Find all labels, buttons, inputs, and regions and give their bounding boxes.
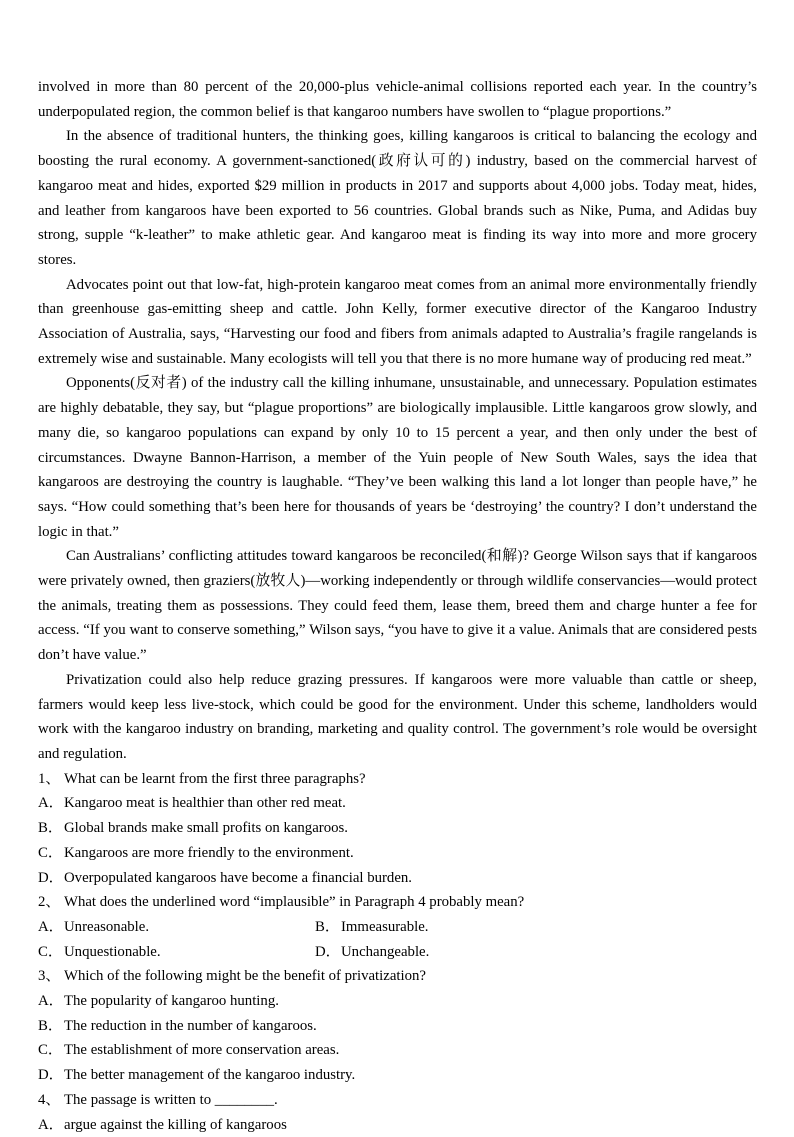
- question-2-option-d: [315, 940, 429, 965]
- option-text: Unchangeable.: [341, 943, 430, 960]
- option-text: The reduction in the number of kangaroos.: [64, 1017, 317, 1034]
- question-2-text: What does the underlined word “implausible” in Paragraph 4 probably mean?: [64, 894, 525, 911]
- option-letter: D．: [38, 1067, 64, 1084]
- passage-paragraph-6: Privatization could also help reduce grazing pressures. If kangaroos were more valuable than cattle or sheep, farmers would keep less live-stock, which could be good for the environment. Under this scheme, landholders would work with the kangaroo industry on branding, marketing and quality control. The government’s role would be oversight and regulation.: [38, 671, 757, 762]
- question-4-number: 4、: [38, 1091, 61, 1108]
- question-2-stem: [38, 890, 757, 915]
- question-2-number: 2、: [38, 894, 61, 911]
- option-letter: A．: [38, 1116, 64, 1133]
- option-text: Immeasurable.: [341, 918, 429, 935]
- passage-paragraph-1: involved in more than 80 percent of the 20,000-plus vehicle-animal collisions reported each year. In the country’s underpopulated region, the common belief is that kangaroo numbers have swollen to “plague proportions.”: [38, 79, 757, 120]
- question-4-text: The passage is written to ________.: [64, 1091, 278, 1108]
- option-text: Global brands make small profits on kangaroos.: [64, 820, 348, 837]
- question-3-option-c: [38, 1038, 757, 1063]
- question-3-number: 3、: [38, 968, 61, 985]
- question-1-text: What can be learnt from the first three paragraphs?: [64, 770, 366, 787]
- question-1-stem: [38, 767, 757, 792]
- question-3-stem: [38, 964, 757, 989]
- option-letter: A．: [38, 918, 64, 935]
- question-2-option-c: [38, 940, 315, 965]
- option-letter: B．: [38, 820, 63, 837]
- passage-paragraph-5: Can Australians’ conflicting attitudes toward kangaroos be reconciled(和解)? George Wilson says that if kangaroos were privately owned, then graziers(放牧人)—working independently or through wildlife conservancies—would protect the animals, treating them as possessions. They could feed them, lease them, breed them and charge hunter a fee for access. “If you want to conserve something,” Wilson says, “you have to give it a value. Animals that are considered pests don’t have value.”: [38, 548, 757, 664]
- option-letter: D．: [38, 869, 64, 886]
- question-3-text: Which of the following might be the benefit of privatization?: [64, 968, 427, 985]
- question-1-option-c: [38, 841, 757, 866]
- option-letter: D．: [315, 943, 341, 960]
- passage-paragraph-2: In the absence of traditional hunters, the thinking goes, killing kangaroos is critical to balancing the ecology and boosting the rural economy. A government-sanctioned(政府认可的) industry, based on the commercial harvest of kangaroo meat and hides, exported $29 million in products in 2017 and supports about 4,000 jobs. Today meat, hides, and leather from kangaroos have been exported to 56 countries. Global brands such as Nike, Puma, and Adidas buy strong, supple “k-leather” to make athletic gear. And kangaroo meat is finding its way into more and more grocery stores.: [38, 128, 757, 268]
- option-letter: C．: [38, 943, 63, 960]
- question-3-option-a: [38, 989, 757, 1014]
- option-text: Kangaroos are more friendly to the environment.: [64, 844, 354, 861]
- question-3-option-d: [38, 1063, 757, 1088]
- option-letter: A．: [38, 795, 64, 812]
- reading-passage: [38, 75, 757, 767]
- question-1-option-d: [38, 866, 757, 891]
- passage-paragraph-4: Opponents(反对者) of the industry call the killing inhumane, unsustainable, and unnecessary. Population estimates are highly debatable, they say, but “plague proportions” are biologically implausible. Little kangaroos grow slowly, and many die, so kangaroo populations can expand by only 10 to 15 percent a year, and then only under the best of circumstances. Dwayne Bannon-Harrison, a member of the Yuin people of New South Wales, says the idea that kangaroos are destroying the country is laughable. “They’ve been walking this land a lot longer than people have,” he says. “How could something that’s been here for thousands of years be ‘destroying’ the country? I don’t understand the logic in that.”: [38, 375, 757, 540]
- question-1-option-a: [38, 791, 757, 816]
- question-3-option-b: [38, 1014, 757, 1039]
- question-2-option-b: [315, 915, 429, 940]
- option-text: argue against the killing of kangaroos: [64, 1116, 287, 1133]
- option-text: The establishment of more conservation areas.: [64, 1042, 340, 1059]
- question-4-stem: [38, 1088, 757, 1113]
- option-letter: B．: [315, 918, 340, 935]
- option-letter: B．: [38, 1017, 63, 1034]
- option-text: Kangaroo meat is healthier than other red meat.: [64, 795, 346, 812]
- option-letter: C．: [38, 1042, 63, 1059]
- question-4-option-a: [38, 1113, 757, 1137]
- question-2-option-row-2: [38, 940, 757, 965]
- questions-section: [38, 767, 757, 1137]
- option-letter: A．: [38, 993, 64, 1010]
- option-text: Overpopulated kangaroos have become a financial burden.: [64, 869, 412, 886]
- option-text: Unreasonable.: [64, 918, 150, 935]
- passage-paragraph-3: Advocates point out that low-fat, high-protein kangaroo meat comes from an animal more environmentally friendly than greenhouse gas-emitting sheep and cattle. John Kelly, former executive director of the Kangaroo Industry Association of Australia, says, “Harvesting our food and fibers from animals adapted to Australia’s fragile rangelands is extremely wise and sustainable. Many ecologists will tell you that there is no more humane way of producing red meat.”: [38, 276, 757, 367]
- option-text: The popularity of kangaroo hunting.: [64, 993, 279, 1010]
- page-content: [38, 75, 757, 1137]
- option-text: The better management of the kangaroo industry.: [64, 1067, 356, 1084]
- option-letter: C．: [38, 844, 63, 861]
- question-2-option-a: [38, 915, 315, 940]
- question-1-number: 1、: [38, 770, 61, 787]
- option-text: Unquestionable.: [64, 943, 161, 960]
- question-1-option-b: [38, 816, 757, 841]
- question-2-option-row-1: [38, 915, 757, 940]
